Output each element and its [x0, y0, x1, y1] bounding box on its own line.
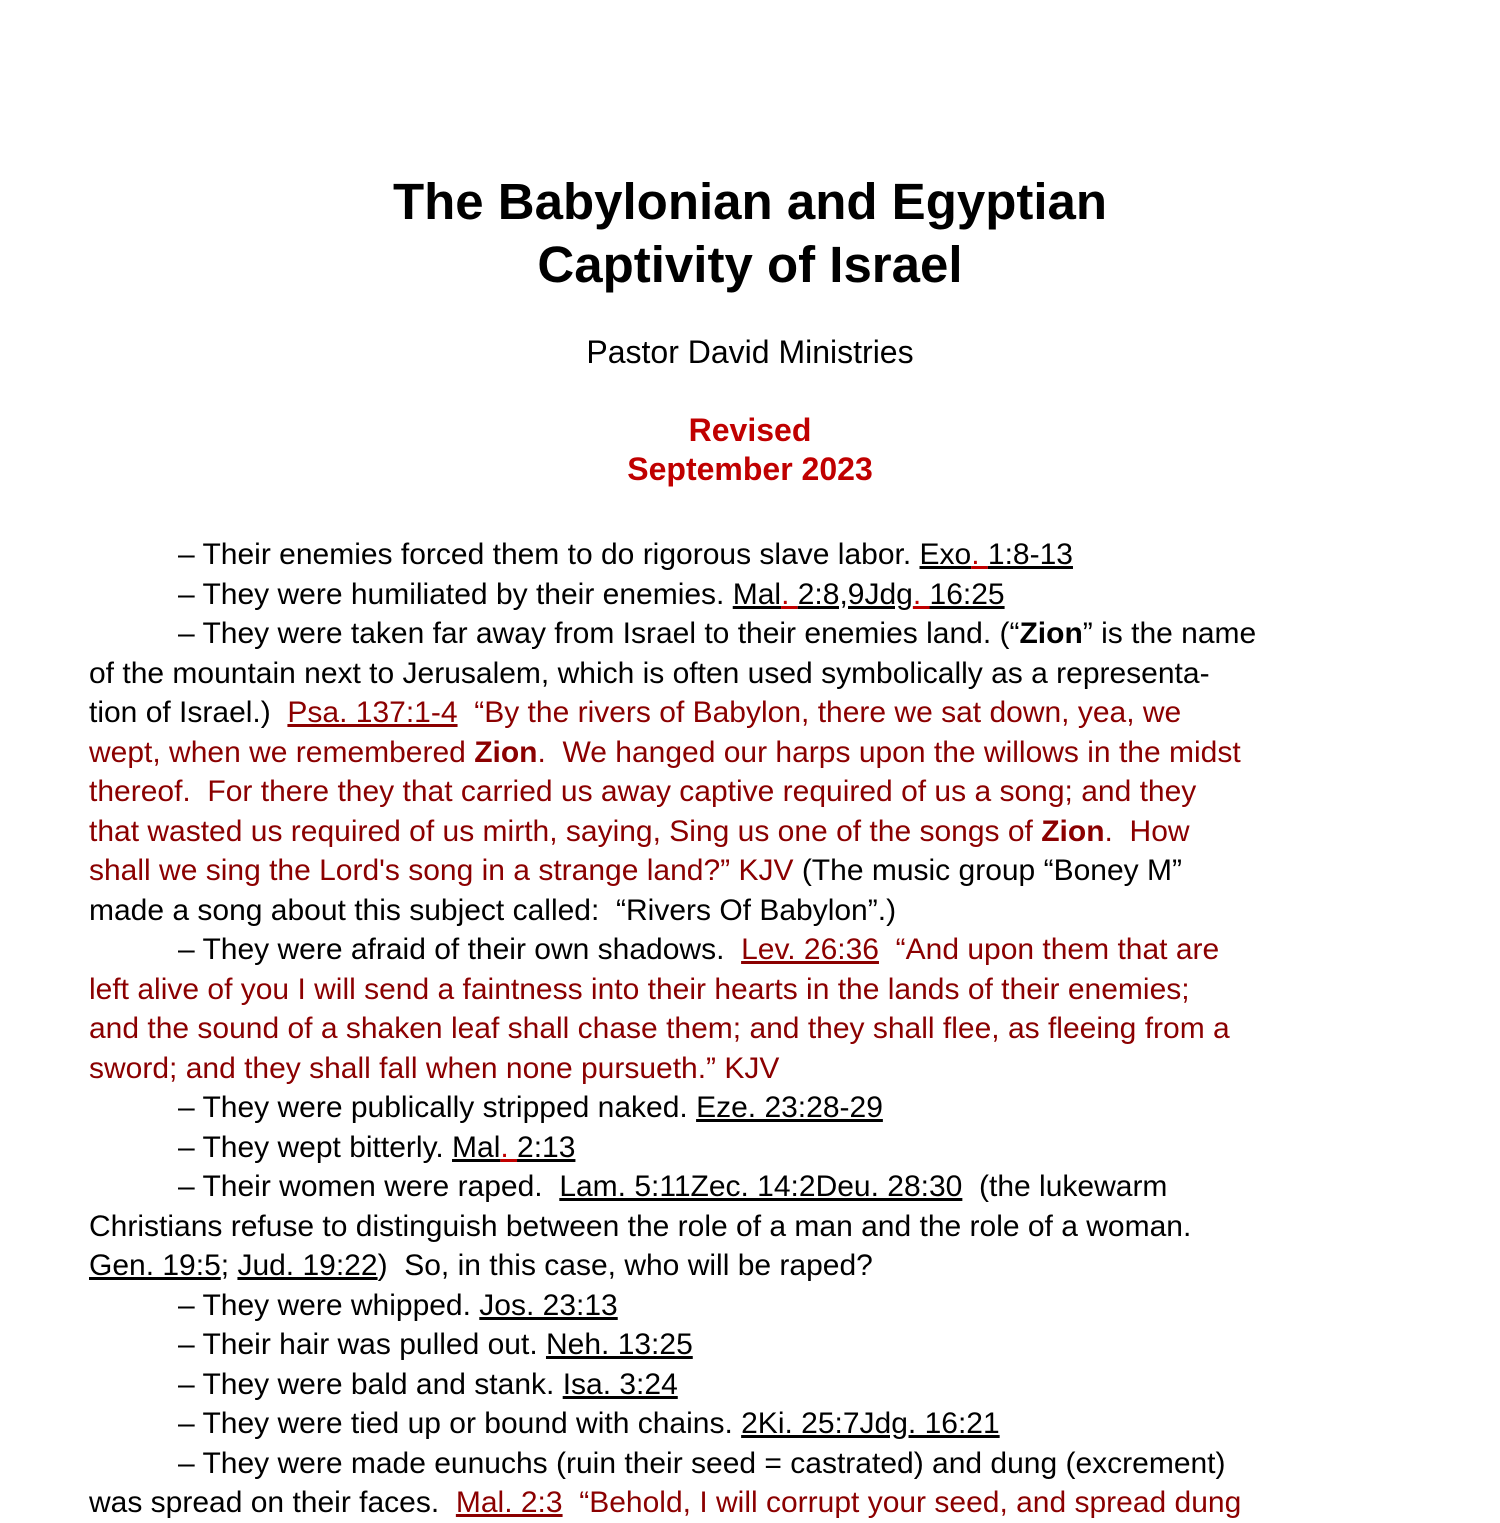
- body-text: made a song about this subject called: “Rivers Of Babylon”.): [89, 893, 897, 927]
- scripture-quote: and the sound of a shaken leaf shall chase them; and they shall flee, as fleeing from a: [89, 1012, 1230, 1045]
- body-text: of the mountain next to Jerusalem, which is often used symbolically as a representa-: [89, 656, 1210, 690]
- scripture-reference-link[interactable]: 2:13: [517, 1130, 576, 1164]
- scripture-quote: . We hanged our harps upon the willows in the midst: [537, 735, 1241, 769]
- body-text: – They were humiliated by their enemies.: [178, 577, 733, 611]
- body-text: was spread on their faces.: [89, 1486, 456, 1519]
- body-text: Christians refuse to distinguish between the role of a man and the role of a woman.: [89, 1209, 1192, 1243]
- text-line: [89, 970, 1419, 1010]
- document-body: [89, 535, 1419, 1523]
- text-line: [89, 930, 1419, 970]
- body-text: – They wept bitterly.: [178, 1130, 453, 1164]
- scripture-quote: “And upon them that are: [878, 933, 1220, 966]
- text-line: [89, 1444, 1419, 1484]
- body-text: – They were bald and stank.: [178, 1367, 563, 1401]
- text-line: [89, 575, 1419, 615]
- revised-label: Revised: [688, 412, 812, 448]
- body-text: – They were taken far away from Israel to their enemies land. (“: [178, 617, 1020, 650]
- text-line: [89, 693, 1419, 733]
- scripture-reference-link[interactable]: 2Ki. 25:7Jdg. 16:21: [741, 1407, 1000, 1440]
- text-line: [89, 1128, 1419, 1168]
- scripture-reference-link[interactable]: Mal: [452, 1130, 501, 1164]
- text-line: [89, 1246, 1419, 1286]
- revision-note: [0, 411, 1500, 489]
- scripture-reference-link[interactable]: 2:8,9Jdg: [797, 577, 913, 611]
- body-text: – Their enemies forced them to do rigorous slave labor.: [178, 538, 920, 571]
- scripture-quote: sword; and they shall fall when none pursueth.” KJV: [89, 1051, 780, 1085]
- scripture-quote: wept, when we remembered: [89, 735, 475, 769]
- reference-separator[interactable]: .: [500, 1130, 518, 1164]
- body-text: – Their women were raped.: [178, 1170, 560, 1203]
- text-line: [89, 1286, 1419, 1326]
- scripture-reference-link[interactable]: Psa. 137:1-4: [287, 696, 458, 729]
- body-text: – They were made eunuchs (ruin their seed = castrated) and dung (excrement): [178, 1446, 1226, 1480]
- title-line-2: Captivity of Israel: [537, 236, 963, 293]
- text-line: [89, 1207, 1419, 1247]
- text-line: [89, 1167, 1419, 1207]
- text-line: [89, 1049, 1419, 1089]
- scripture-reference-link[interactable]: 16:25: [929, 577, 1005, 611]
- scripture-reference-link[interactable]: Exo: [919, 538, 972, 571]
- body-text: ;: [220, 1249, 238, 1282]
- emphasis-quote-text: Zion: [1041, 814, 1105, 848]
- body-text: ” is the name: [1082, 617, 1257, 650]
- emphasis-text: Zion: [1019, 617, 1083, 650]
- text-line: [89, 812, 1419, 852]
- document-title: [0, 170, 1500, 296]
- text-line: [89, 1009, 1419, 1049]
- scripture-reference-link[interactable]: Mal: [732, 577, 782, 611]
- body-text: (The music group “Boney M”: [793, 854, 1182, 887]
- text-line: [89, 1088, 1419, 1128]
- scripture-quote: thereof. For there they that carried us away captive required of us a song; and they: [89, 775, 1197, 808]
- scripture-reference-link[interactable]: Mal. 2:3: [455, 1486, 563, 1519]
- scripture-quote: left alive of you I will send a faintness into their hearts in the lands of their enemies;: [89, 972, 1190, 1006]
- scripture-reference-link[interactable]: Jos. 23:13: [479, 1288, 618, 1322]
- body-text: ) So, in this case, who will be raped?: [377, 1249, 873, 1282]
- scripture-reference-link[interactable]: Isa. 3:24: [562, 1367, 678, 1401]
- reference-separator[interactable]: .: [971, 538, 988, 571]
- body-text: (the lukewarm: [962, 1170, 1168, 1203]
- author: Pastor David Ministries: [586, 334, 914, 370]
- body-text: – They were publically stripped naked.: [178, 1091, 697, 1124]
- body-text: – They were afraid of their own shadows.: [178, 933, 742, 966]
- text-line: [89, 1483, 1419, 1523]
- body-text: – Their hair was pulled out.: [178, 1328, 546, 1361]
- text-line: [89, 654, 1419, 694]
- scripture-reference-link[interactable]: Eze. 23:28-29: [696, 1091, 883, 1124]
- text-line: [89, 614, 1419, 654]
- text-line: [89, 1404, 1419, 1444]
- text-line: [89, 1325, 1419, 1365]
- text-line: [89, 1365, 1419, 1405]
- reference-separator[interactable]: .: [781, 577, 798, 611]
- scripture-quote: shall we sing the Lord's song in a strange land?” KJV: [89, 854, 794, 887]
- text-line: [89, 772, 1419, 812]
- scripture-quote: “By the rivers of Babylon, there we sat down, yea, we: [457, 696, 1182, 729]
- title-line-1: The Babylonian and Egyptian: [392, 173, 1108, 230]
- scripture-quote: “Behold, I will corrupt your seed, and spread dung: [562, 1486, 1242, 1519]
- scripture-reference-link[interactable]: Jud. 19:22: [237, 1249, 378, 1282]
- text-line: [89, 535, 1419, 575]
- scripture-reference-link[interactable]: Lam. 5:11Zec. 14:2Deu. 28:30: [559, 1170, 963, 1203]
- body-text: tion of Israel.): [89, 696, 288, 729]
- text-line: [89, 733, 1419, 773]
- scripture-quote: . How: [1104, 814, 1190, 848]
- scripture-reference-link[interactable]: Gen. 19:5: [89, 1249, 221, 1282]
- body-text: – They were tied up or bound with chains.: [178, 1407, 742, 1440]
- scripture-reference-link[interactable]: 1:8-13: [987, 538, 1073, 571]
- reference-separator[interactable]: .: [912, 577, 930, 611]
- revised-date: September 2023: [627, 451, 873, 487]
- scripture-reference-link[interactable]: Lev. 26:36: [741, 933, 879, 966]
- scripture-quote: that wasted us required of us mirth, saying, Sing us one of the songs of: [89, 814, 1042, 848]
- text-line: [89, 891, 1419, 931]
- body-text: – They were whipped.: [178, 1288, 480, 1322]
- text-line: [89, 851, 1419, 891]
- scripture-reference-link[interactable]: Neh. 13:25: [545, 1328, 693, 1361]
- emphasis-quote-text: Zion: [474, 735, 538, 769]
